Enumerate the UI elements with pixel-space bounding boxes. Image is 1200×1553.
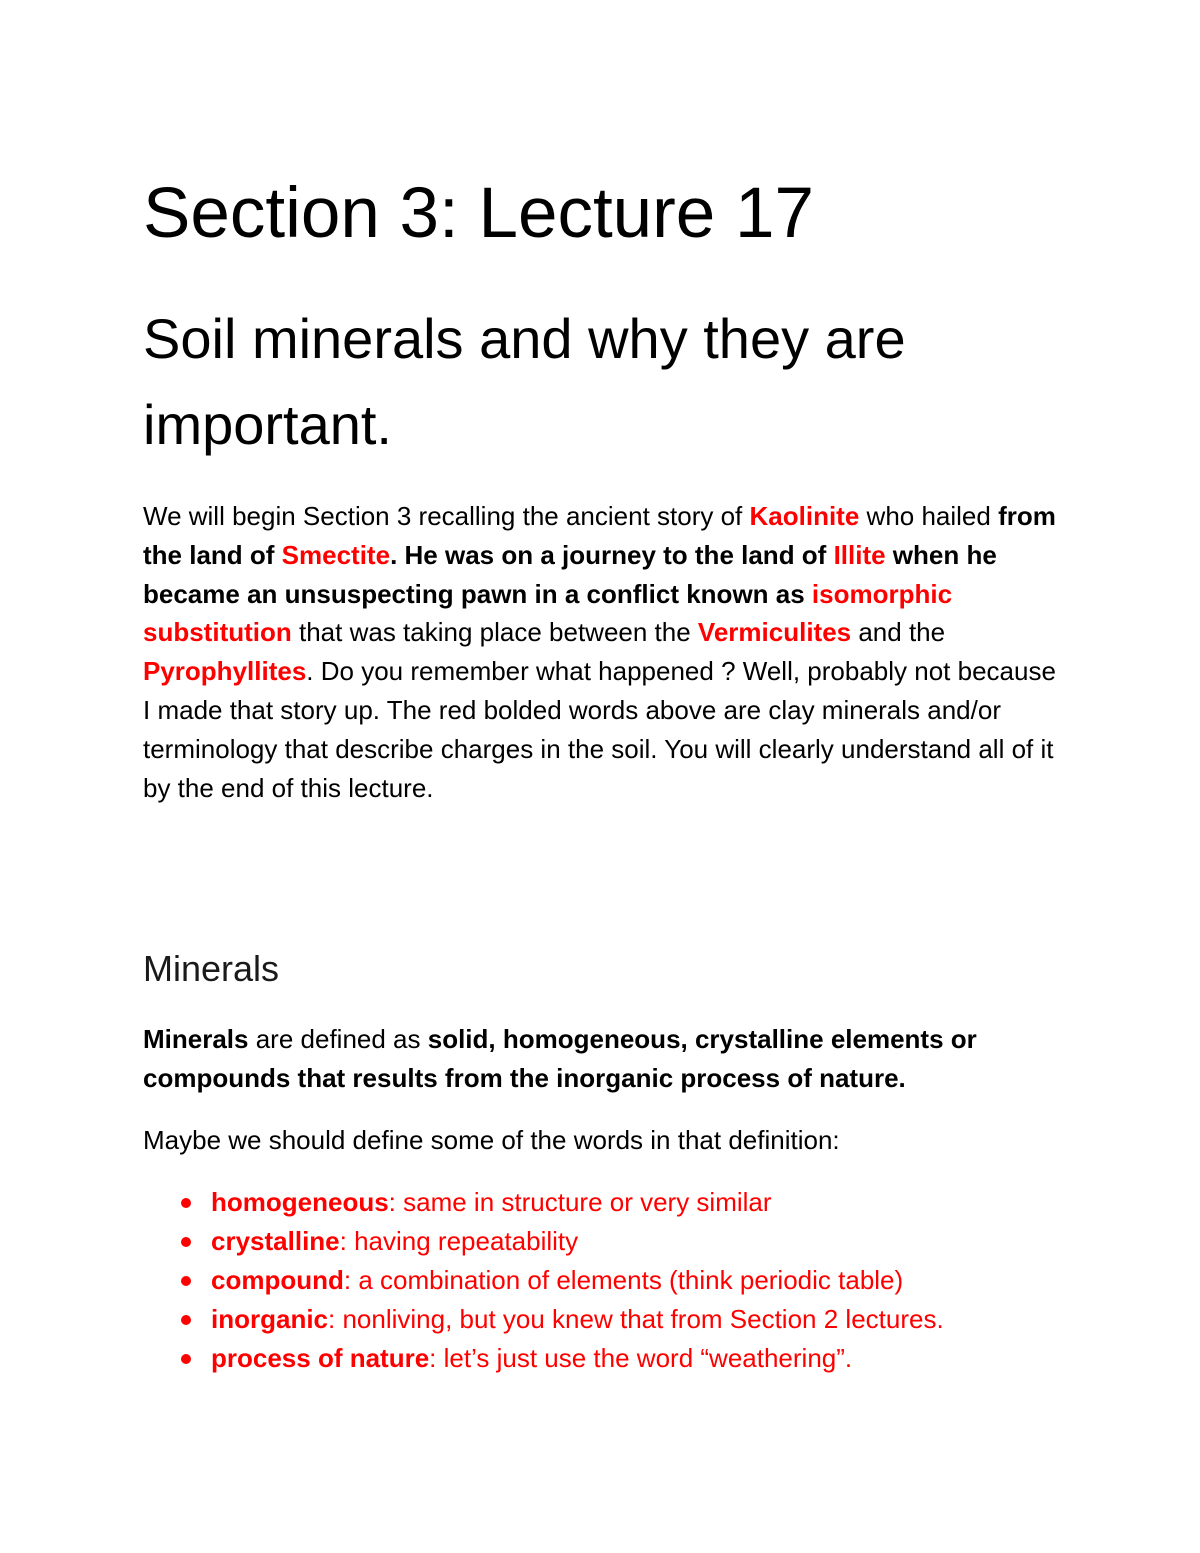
definition-bold-text: solid, homogeneous, crystalline elements or compounds that results from the inorganic process of nature. (143, 1024, 977, 1093)
term-definition-list (143, 1183, 944, 1378)
bullet-icon (181, 1198, 191, 1208)
intro-text: who hailed (859, 501, 999, 531)
term-smectite: Smectite (281, 539, 391, 570)
intro-bold-text: when he became an unsuspecting pawn in a conflict known as (143, 539, 997, 609)
term-kaolinite: Kaolinite (749, 501, 860, 531)
intro-text: We will begin Section 3 recalling the ancient story of (143, 501, 750, 531)
minerals-definition (143, 1020, 1063, 1098)
list-definition: : having repeatability (339, 1226, 579, 1256)
list-term: inorganic (211, 1304, 329, 1334)
list-term: compound (211, 1265, 344, 1295)
list-definition: : same in structure or very similar (388, 1187, 772, 1217)
minerals-heading: Minerals (143, 948, 280, 989)
term-isomorphic-substitution: isomorphic substitution (143, 578, 953, 648)
bullet-icon (181, 1354, 191, 1364)
intro-paragraph (143, 497, 1058, 807)
maybe-paragraph: Maybe we should define some of the words in that definition: (143, 1125, 840, 1155)
bullet-icon (181, 1276, 191, 1286)
list-definition: : nonliving, but you knew that from Section 2 lectures. (328, 1304, 944, 1334)
list-item (143, 1261, 944, 1300)
list-term: crystalline (211, 1226, 340, 1256)
page-subtitle: Soil minerals and why they are important. (143, 307, 906, 456)
list-definition: : a combination of elements (think periodic table) (343, 1265, 904, 1295)
bullet-icon (181, 1315, 191, 1325)
list-item (143, 1222, 944, 1261)
list-item (143, 1300, 944, 1339)
term-pyrophyllites: Pyrophyllites (143, 656, 307, 687)
term-vermiculites: Vermiculites (697, 617, 852, 648)
intro-text: . Do you remember what happened ? Well, probably not because I made that story up. The red bolded words above are clay minerals and/or terminology that describe charges in the soil. You will clearly understand all of it by the end of this lecture. (143, 656, 1056, 803)
intro-bold-text: from the land of (143, 501, 1056, 570)
list-term: homogeneous (211, 1187, 389, 1217)
page-title: Section 3: Lecture 17 (143, 174, 814, 253)
list-term: process of nature (211, 1343, 430, 1373)
intro-bold-text: . He was on a journey to the land of (390, 539, 834, 570)
list-item (143, 1339, 944, 1378)
definition-text: are defined as (248, 1024, 428, 1054)
definition-term: Minerals (143, 1024, 249, 1054)
intro-text: that was taking place between the (291, 617, 698, 648)
list-definition: : let’s just use the word “weathering”. (429, 1343, 853, 1373)
bullet-icon (181, 1237, 191, 1247)
intro-text: and the (851, 617, 946, 648)
list-item (143, 1183, 944, 1222)
term-illite: Illite (833, 539, 886, 570)
